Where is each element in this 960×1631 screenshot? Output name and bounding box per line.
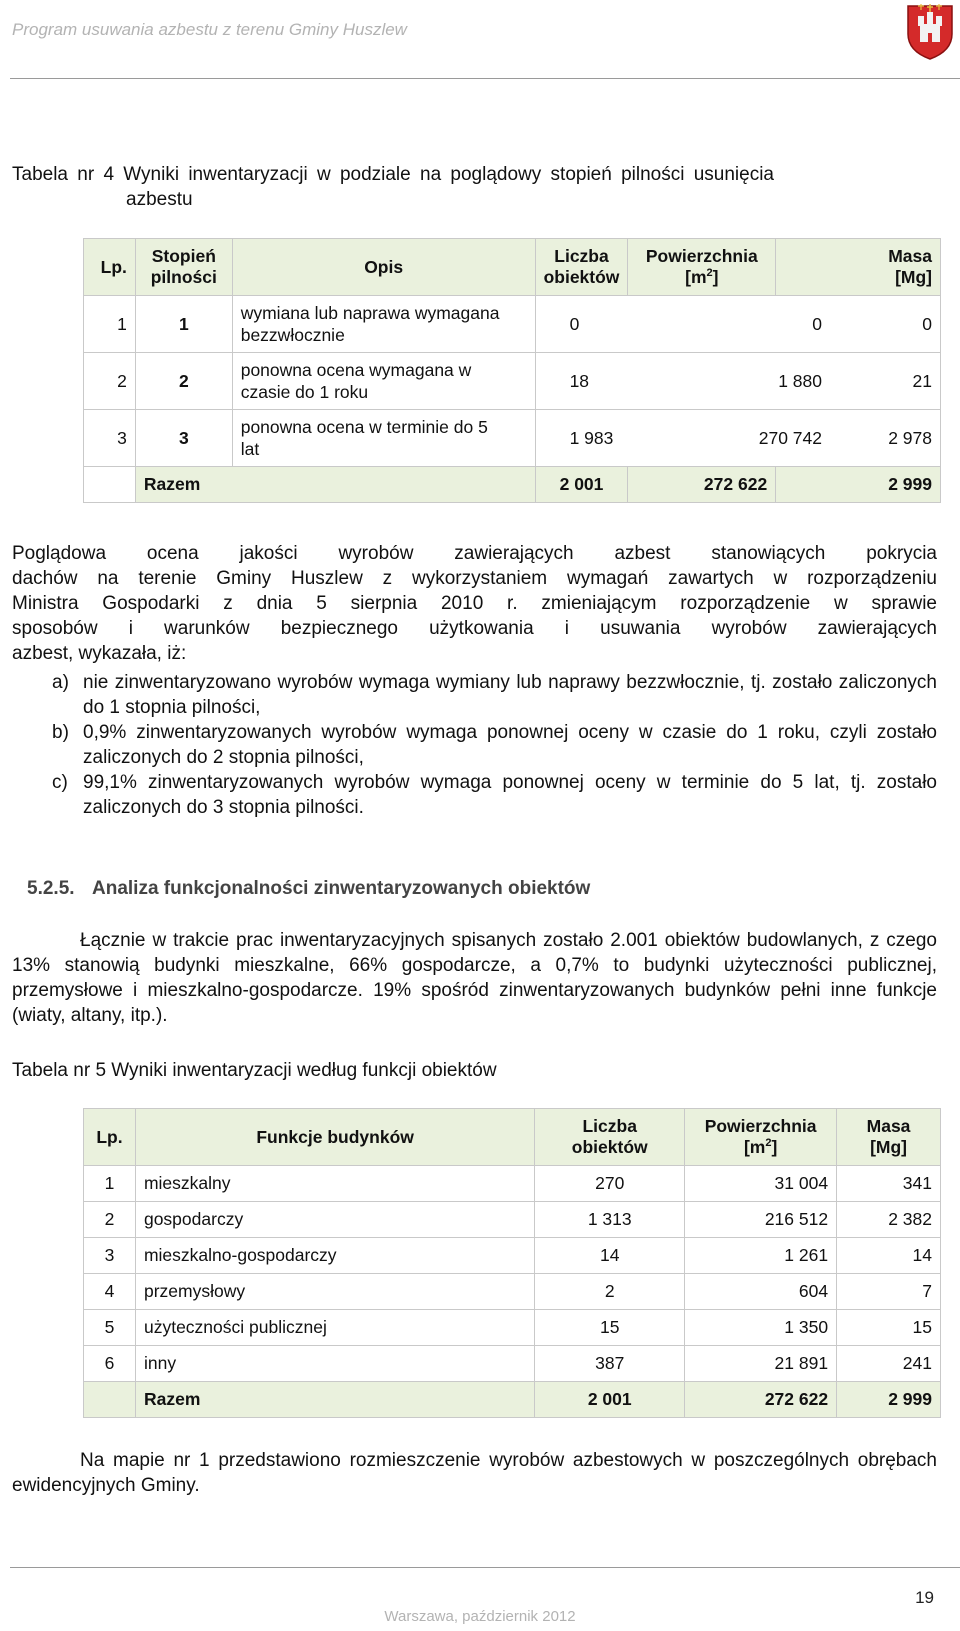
table1-header-liczba: Liczba obiektów	[535, 239, 628, 296]
table2-cell-powierzchnia: 1 350	[685, 1310, 837, 1346]
table1-cell-stopien: 1	[135, 296, 232, 353]
table2-header-liczba: Liczba obiektów	[535, 1109, 685, 1166]
page-header	[0, 0, 960, 80]
table2-cell-lp: 6	[84, 1346, 136, 1382]
table1-cell-values	[535, 353, 940, 410]
section-number: 5.2.5.	[27, 878, 75, 899]
findings-list	[52, 670, 937, 820]
table2-header-masa: Masa [Mg]	[837, 1109, 941, 1166]
table2-cell-powierzchnia: 216 512	[685, 1202, 837, 1238]
header-divider	[10, 78, 960, 79]
table2-cell-lp: 2	[84, 1202, 136, 1238]
table2-total-row	[84, 1382, 941, 1418]
table2-cell-powierzchnia: 604	[685, 1274, 837, 1310]
table1-cell-values	[535, 410, 940, 467]
table2-cell-lp: 4	[84, 1274, 136, 1310]
table1-header-row	[84, 239, 941, 296]
table1-cell-opis: wymiana lub naprawa wymagana bezzwłocznie	[232, 296, 535, 353]
table1-header-opis: Opis	[232, 239, 535, 296]
table2-cell-masa: 2 382	[837, 1202, 941, 1238]
list-item: a) nie zinwentaryzowano wyrobów wymaga wymiany lub naprawy bezzwłocznie, tj. zostało zaliczonych do 1 stopnia pilności,	[52, 672, 937, 718]
table2-cell-funkcja: inny	[135, 1346, 534, 1382]
table2-total-masa: 2 999	[837, 1382, 941, 1418]
table2	[83, 1108, 941, 1418]
table1-cell-liczba: 18	[569, 370, 590, 391]
table1-cell-lp: 3	[84, 410, 136, 467]
table-row	[84, 1310, 941, 1346]
table2-cell-funkcja: mieszkalno-gospodarczy	[135, 1238, 534, 1274]
table1-total-powierzchnia: 272 622	[628, 467, 776, 503]
table2-cell-liczba: 270	[535, 1166, 685, 1202]
table1-cell-lp: 2	[84, 353, 136, 410]
table2-cell-funkcja: przemysłowy	[135, 1274, 534, 1310]
table2-cell-liczba: 2	[535, 1274, 685, 1310]
table1-total-label: Razem	[135, 467, 535, 503]
table-row	[84, 353, 941, 410]
paragraph-1: Poglądowa ocena jakości wyrobów zawierających azbest stanowiących pokrycia dachów na terenie Gminy Huszlew z wykorzystaniem wymagań zawartych w rozporządzeniu Ministra Gospodarki z dnia 5 sierpnia 2010 r. zmieniającym rozporządzenie w sprawie sposobów i warunków bezpiecznego użytkowania i usuwania wyrobów zawierających azbest, wykazała, iż:	[12, 543, 937, 664]
table2-cell-masa: 241	[837, 1346, 941, 1382]
table2-cell-funkcja: użyteczności publicznej	[135, 1310, 534, 1346]
table1-cell-powierzchnia: 1 880	[778, 370, 822, 391]
table1-caption	[12, 162, 937, 212]
table-row	[84, 1166, 941, 1202]
paragraph-3: Na mapie nr 1 przedstawiono rozmieszczenie wyrobów azbestowych w poszczególnych obrębach ewidencyjnych Gminy.	[12, 1450, 937, 1496]
table2-cell-funkcja: mieszkalny	[135, 1166, 534, 1202]
table1-cell-opis: ponowna ocena wymagana w czasie do 1 roku	[232, 353, 535, 410]
footer-text: Warszawa, październik 2012	[384, 1608, 576, 1625]
table2-cell-masa: 15	[837, 1310, 941, 1346]
table2-cell-masa: 341	[837, 1166, 941, 1202]
list-item: c) 99,1% zinwentaryzowanych wyrobów wymaga ponownej oceny w terminie do 5 lat, tj. zostało zaliczonych do 3 stopnia pilności.	[52, 772, 937, 818]
table2-total-powierzchnia: 272 622	[685, 1382, 837, 1418]
table2-header-funkcje: Funkcje budynków	[135, 1109, 534, 1166]
table-row	[84, 1274, 941, 1310]
table1-cell-masa: 2 978	[888, 427, 932, 448]
table1-cell-powierzchnia: 270 742	[758, 427, 822, 448]
table1-total-row	[84, 467, 941, 503]
table1-cell-powierzchnia: 0	[812, 313, 822, 334]
table1-cell-lp: 1	[84, 296, 136, 353]
table1-header-stopien: Stopień pilności	[135, 239, 232, 296]
table1-cell-opis: ponowna ocena w terminie do 5 lat	[232, 410, 535, 467]
table2-cell-lp: 1	[84, 1166, 136, 1202]
table1-cell-masa: 0	[922, 313, 932, 334]
table2-cell-lp: 3	[84, 1238, 136, 1274]
table1-cell-stopien: 3	[135, 410, 232, 467]
table2-cell-liczba: 387	[535, 1346, 685, 1382]
table1-total-masa: 2 999	[776, 467, 941, 503]
table2-cell-powierzchnia: 31 004	[685, 1166, 837, 1202]
table-row	[84, 296, 941, 353]
table2-total-liczba: 2 001	[535, 1382, 685, 1418]
section-title: Analiza funkcjonalności zinwentaryzowanych obiektów	[92, 878, 591, 899]
table1-total-liczba: 2 001	[535, 467, 628, 503]
table2-cell-funkcja: gospodarczy	[135, 1202, 534, 1238]
list-item: b) 0,9% zinwentaryzowanych wyrobów wymaga ponownej oceny w czasie do 1 roku, czyli zostało zaliczonych do 2 stopnia pilności,	[52, 722, 937, 768]
table1-cell-liczba: 0	[569, 313, 580, 334]
table1-header-powierzchnia: Powierzchnia $[m^2]$	[628, 239, 776, 296]
table2-cell-liczba: 15	[535, 1310, 685, 1346]
table2-caption: Tabela nr 5 Wyniki inwentaryzacji według funkcji obiektów	[12, 1060, 497, 1081]
table2-total-label: Razem	[135, 1382, 534, 1418]
table2-header-lp: Lp.	[84, 1109, 136, 1166]
table1-header-masa: Masa [Mg]	[776, 239, 941, 296]
table2-cell-liczba: 14	[535, 1238, 685, 1274]
table2-header-row	[84, 1109, 941, 1166]
section-heading	[27, 878, 590, 900]
table1-header-lp: Lp.	[84, 239, 136, 296]
table2-cell-lp: 5	[84, 1310, 136, 1346]
table1-cell-stopien: 2	[135, 353, 232, 410]
table-row	[84, 410, 941, 467]
table2-cell-liczba: 1 313	[535, 1202, 685, 1238]
table1-cell-masa: 21	[912, 370, 932, 391]
page-number: 19	[915, 1588, 934, 1607]
table2-cell-powierzchnia: 21 891	[685, 1346, 837, 1382]
table-row	[84, 1238, 941, 1274]
header-title: Program usuwania azbestu z terenu Gminy Huszlew	[12, 20, 407, 39]
table2-cell-masa: 7	[837, 1274, 941, 1310]
table1-caption-line2: azbestu	[126, 189, 193, 210]
table2-header-powierzchnia: Powierzchnia $[m^2]$	[685, 1109, 837, 1166]
table1	[83, 238, 941, 503]
table1-caption-line1: Tabela nr 4 Wyniki inwentaryzacji w podziale na poglądowy stopień pilności usunięcia	[12, 164, 775, 185]
table1-cell-liczba: 1 983	[569, 427, 614, 448]
table-row	[84, 1346, 941, 1382]
table2-cell-masa: 14	[837, 1238, 941, 1274]
table-row	[84, 1202, 941, 1238]
coat-of-arms-icon	[905, 2, 955, 60]
paragraph-2: Łącznie w trakcie prac inwentaryzacyjnych spisanych zostało 2.001 obiektów budowlanych, z czego 13% stanowią budynki mieszkalne, 66% gospodarcze, a 0,7% to budynki użyteczności publicznej, przemysłowe i mieszkalno-gospodarcze. 19% spośród zinwentaryzowanych budynków pełni inne funkcje (wiaty, altany, itp.).	[12, 930, 937, 1026]
table2-cell-powierzchnia: 1 261	[685, 1238, 837, 1274]
footer-divider	[10, 1567, 960, 1568]
table1-cell-values	[535, 296, 940, 353]
